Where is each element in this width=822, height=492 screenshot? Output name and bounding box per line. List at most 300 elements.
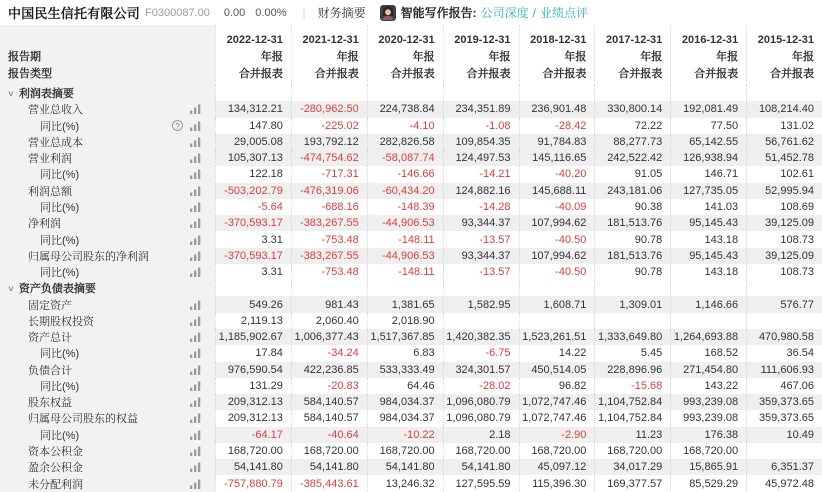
table-cell: [746, 443, 822, 459]
table-cell: -10.22: [367, 427, 443, 443]
table-cell: 533,333.49: [367, 362, 443, 378]
column-header-date: 2016-12-31: [681, 34, 739, 46]
row-label-cell: [0, 264, 215, 280]
row-label-cell: [0, 475, 215, 491]
table-cell: 90.78: [594, 231, 670, 247]
financial-summary-table: [0, 25, 822, 492]
table-cell: 168,720.00: [594, 443, 670, 459]
table-cell: 93,344.37: [443, 215, 519, 231]
row-label: 固定资产: [28, 299, 72, 312]
table-cell: [443, 313, 519, 329]
link-company-depth[interactable]: 公司深度: [480, 6, 529, 20]
table-cell: 168,720.00: [291, 443, 367, 459]
bar-chart-icon[interactable]: [190, 316, 201, 326]
row-label-cell: [0, 410, 215, 426]
chevron-down-icon: ∨: [7, 283, 15, 293]
row-label-cell: [0, 362, 215, 378]
table-cell: 984,034.37: [367, 394, 443, 410]
row-label-cell: [0, 134, 215, 150]
table-cell: [519, 313, 595, 329]
table-cell: 3.31: [215, 264, 291, 280]
blank-header-line: [8, 32, 215, 49]
table-cell: [367, 280, 443, 296]
table-cell: 242,522.42: [594, 150, 670, 166]
table-cell: 576.77: [746, 296, 822, 312]
table-row: [0, 248, 822, 264]
column-period-kind: 年报: [488, 51, 511, 63]
table-cell: -146.66: [367, 166, 443, 182]
table-cell: -64.17: [215, 427, 291, 443]
bar-chart-icon[interactable]: [190, 381, 201, 391]
table-cell: 224,738.84: [367, 101, 443, 117]
table-cell: 1,104,752.84: [594, 410, 670, 426]
table-cell: -14.28: [443, 199, 519, 215]
table-cell: -4.10: [367, 118, 443, 134]
table-row: [0, 329, 822, 345]
table-cell: 127,735.05: [670, 183, 746, 199]
bar-chart-icon[interactable]: [190, 446, 201, 456]
table-cell: -5.64: [215, 199, 291, 215]
row-label-cell: [0, 427, 215, 443]
table-cell: -28.02: [443, 378, 519, 394]
row-label-cell: [0, 459, 215, 475]
table-cell: 1,582.95: [443, 296, 519, 312]
row-label-cell: [0, 118, 215, 134]
table-cell: -14.21: [443, 166, 519, 182]
table-cell: 236,901.48: [519, 101, 595, 117]
table-cell: 168.52: [670, 345, 746, 361]
tab-financial-summary[interactable]: 财务摘要: [317, 6, 366, 20]
table-row: [0, 427, 822, 443]
table-cell: 422,236.85: [291, 362, 367, 378]
row-label: 归属母公司股东的净利润: [28, 250, 149, 263]
table-cell: 168,720.00: [367, 443, 443, 459]
smart-report-label: 智能写作报告:: [400, 6, 477, 20]
column-report-kind: 合并报表: [694, 68, 739, 80]
table-row: [0, 394, 822, 410]
header-row-labels: [0, 25, 215, 85]
row-label-cell: [0, 296, 215, 312]
table-cell: 181,513.76: [594, 248, 670, 264]
table-cell: -13.57: [443, 264, 519, 280]
table-cell: [670, 313, 746, 329]
table-row: [0, 264, 822, 280]
bar-chart-icon[interactable]: [190, 235, 201, 245]
table-cell: [291, 85, 367, 101]
table-cell: 467.06: [746, 378, 822, 394]
row-label: 未分配利润: [28, 478, 83, 491]
table-cell: 54,141.80: [443, 459, 519, 475]
help-circle-icon[interactable]: ?: [172, 120, 183, 131]
row-label: 股东权益: [28, 397, 72, 410]
section-toggle[interactable]: [0, 280, 215, 296]
table-cell: 64.46: [367, 378, 443, 394]
table-cell: 984,034.37: [367, 410, 443, 426]
bar-chart-icon[interactable]: [190, 186, 201, 196]
column-report-kind: 合并报表: [618, 68, 663, 80]
table-cell: 122.18: [215, 166, 291, 182]
column-header-date: 2019-12-31: [454, 34, 511, 46]
column-header-date: 2021-12-31: [302, 34, 359, 46]
table-cell: [367, 85, 443, 101]
table-cell: 93,344.37: [443, 248, 519, 264]
table-cell: 2.18: [443, 427, 519, 443]
table-cell: 176.38: [670, 427, 746, 443]
table-cell: 13,246.32: [367, 475, 443, 491]
bar-chart-icon[interactable]: [190, 202, 201, 212]
column-header-date: 2015-12-31: [757, 34, 814, 46]
table-cell: 145,688.11: [519, 183, 595, 199]
table-cell: 359,373.65: [746, 410, 822, 426]
table-cell: 2,018.90: [367, 313, 443, 329]
table-cell: 181,513.76: [594, 215, 670, 231]
assistant-avatar-icon: [380, 5, 396, 21]
column-header-date: 2022-12-31: [226, 34, 283, 46]
table-cell: 34,017.29: [594, 459, 670, 475]
bar-chart-icon[interactable]: [190, 348, 201, 358]
column-header: [594, 25, 670, 85]
table-row: [0, 443, 822, 459]
table-cell: -40.20: [519, 166, 595, 182]
row-label-cell: [0, 215, 215, 231]
table-row: [0, 134, 822, 150]
row-label-cell: [0, 183, 215, 199]
table-cell: 1,096,080.79: [443, 394, 519, 410]
table-cell: 45,097.12: [519, 459, 595, 475]
section-header-row: [0, 85, 822, 101]
table-cell: -383,267.55: [291, 215, 367, 231]
table-cell: -20.83: [291, 378, 367, 394]
row-label-cell: [0, 378, 215, 394]
column-header: [519, 25, 595, 85]
table-cell: 2,060.40: [291, 313, 367, 329]
table-cell: [594, 280, 670, 296]
table-cell: 39,125.09: [746, 215, 822, 231]
table-row: [0, 231, 822, 247]
table-cell: 1,096,080.79: [443, 410, 519, 426]
table-cell: 1,185,902.67: [215, 329, 291, 345]
table-cell: 1,072,747.46: [519, 410, 595, 426]
table-cell: [443, 280, 519, 296]
row-label: 同比(%): [40, 348, 80, 361]
table-header: [0, 25, 822, 85]
column-period-kind: 年报: [716, 51, 739, 63]
table-cell: 234,351.89: [443, 101, 519, 117]
table-row: [0, 166, 822, 182]
bar-chart-icon[interactable]: [190, 365, 201, 375]
table-cell: 108.73: [746, 231, 822, 247]
table-cell: 1,072,747.46: [519, 394, 595, 410]
table-cell: -148.39: [367, 199, 443, 215]
table-row: [0, 362, 822, 378]
table-row: [0, 410, 822, 426]
table-cell: 14.22: [519, 345, 595, 361]
bar-chart-icon[interactable]: [190, 137, 201, 147]
table-row: [0, 378, 822, 394]
table-row: [0, 118, 822, 134]
table-row: [0, 215, 822, 231]
table-cell: 131.02: [746, 118, 822, 134]
table-cell: 584,140.57: [291, 394, 367, 410]
section-title: 利润表摘要: [18, 88, 74, 101]
table-cell: -44,906.53: [367, 248, 443, 264]
row-label-cell: [0, 166, 215, 182]
column-header: [746, 25, 822, 85]
table-cell: -60,434.20: [367, 183, 443, 199]
table-cell: [670, 280, 746, 296]
table-cell: 6,351.37: [746, 459, 822, 475]
table-cell: -370,593.17: [215, 215, 291, 231]
table-cell: 1,608.71: [519, 296, 595, 312]
column-header: [443, 25, 519, 85]
table-cell: 10.49: [746, 427, 822, 443]
bar-chart-icon[interactable]: [190, 462, 201, 472]
table-cell: -40.64: [291, 427, 367, 443]
table-cell: 1,517,367.85: [367, 329, 443, 345]
table-cell: 95,145.43: [670, 215, 746, 231]
table-cell: [215, 85, 291, 101]
table-cell: 1,104,752.84: [594, 394, 670, 410]
table-cell: 134,312.21: [215, 101, 291, 117]
row-label: 同比(%): [40, 267, 80, 280]
table-cell: 111,606.93: [746, 362, 822, 378]
table-cell: 243,181.06: [594, 183, 670, 199]
section-header-row: [0, 280, 822, 296]
table-cell: -44,906.53: [367, 215, 443, 231]
table-row: [0, 345, 822, 361]
table-cell: 143.18: [670, 264, 746, 280]
table-cell: 1,006,377.43: [291, 329, 367, 345]
column-period-kind: 年报: [640, 51, 663, 63]
row-label: 营业总成本: [28, 136, 83, 149]
table-cell: -383,267.55: [291, 248, 367, 264]
table-cell: 107,994.62: [519, 248, 595, 264]
table-cell: 330,800.14: [594, 101, 670, 117]
table-cell: 141.03: [670, 199, 746, 215]
table-cell: 91,784.83: [519, 134, 595, 150]
table-cell: -1.08: [443, 118, 519, 134]
table-cell: 108,214.40: [746, 101, 822, 117]
row-label: 资产总计: [28, 332, 72, 345]
row-label: 同比(%): [40, 234, 80, 247]
table-cell: -688.16: [291, 199, 367, 215]
row-label-cell: [0, 329, 215, 345]
table-cell: 282,826.58: [367, 134, 443, 150]
table-cell: 450,514.05: [519, 362, 595, 378]
table-cell: 324,301.57: [443, 362, 519, 378]
bar-chart-icon[interactable]: [190, 218, 201, 228]
row-label: 归属母公司股东的权益: [28, 413, 138, 426]
bar-chart-icon[interactable]: [190, 332, 201, 342]
table-cell: 95,145.43: [670, 248, 746, 264]
table-cell: 1,146.66: [670, 296, 746, 312]
bar-chart-icon[interactable]: [190, 169, 201, 179]
table-cell: 976,590.54: [215, 362, 291, 378]
table-row: [0, 313, 822, 329]
table-cell: 107,994.62: [519, 215, 595, 231]
bar-chart-icon[interactable]: [190, 413, 201, 423]
table-cell: 29,005.08: [215, 134, 291, 150]
table-cell: 11.23: [594, 427, 670, 443]
table-cell: 52,995.94: [746, 183, 822, 199]
table-cell: 993,239.08: [670, 410, 746, 426]
column-report-kind: 合并报表: [390, 68, 435, 80]
bar-chart-icon[interactable]: [190, 251, 201, 261]
table-cell: -753.48: [291, 264, 367, 280]
table-cell: 108.73: [746, 264, 822, 280]
table-cell: 1,333,649.80: [594, 329, 670, 345]
table-cell: 54,141.80: [367, 459, 443, 475]
table-cell: 143.18: [670, 231, 746, 247]
table-cell: [291, 280, 367, 296]
table-cell: 126,938.94: [670, 150, 746, 166]
column-report-kind: 合并报表: [770, 68, 814, 80]
table-cell: 209,312.13: [215, 410, 291, 426]
table-row: [0, 459, 822, 475]
bar-chart-icon[interactable]: [190, 153, 201, 163]
table-cell: 102.61: [746, 166, 822, 182]
column-header: [670, 25, 746, 85]
table-cell: 6.83: [367, 345, 443, 361]
table-cell: [594, 85, 670, 101]
table-cell: 56,761.62: [746, 134, 822, 150]
table-cell: 39,125.09: [746, 248, 822, 264]
table-cell: [670, 85, 746, 101]
table-cell: 85,529.29: [670, 475, 746, 491]
table-cell: 168,720.00: [443, 443, 519, 459]
table-cell: -6.75: [443, 345, 519, 361]
row-label: 同比(%): [40, 120, 80, 133]
table-cell: 584,140.57: [291, 410, 367, 426]
table-cell: 1,523,261.51: [519, 329, 595, 345]
column-report-kind: 合并报表: [238, 68, 283, 80]
chevron-down-icon: ∨: [7, 88, 15, 98]
table-cell: -503,202.79: [215, 183, 291, 199]
table-body: [0, 85, 822, 492]
table-cell: -148.11: [367, 264, 443, 280]
section-toggle[interactable]: [0, 85, 215, 101]
section-title: 资产负债表摘要: [18, 283, 96, 296]
table-cell: 72.22: [594, 118, 670, 134]
bar-chart-icon[interactable]: [190, 300, 201, 310]
table-cell: 77.50: [670, 118, 746, 134]
column-header-date: 2018-12-31: [530, 34, 587, 46]
table-cell: -753.48: [291, 231, 367, 247]
table-row: [0, 296, 822, 312]
table-cell: 1,309.01: [594, 296, 670, 312]
table-cell: 209,312.13: [215, 394, 291, 410]
column-report-kind: 合并报表: [314, 68, 359, 80]
table-cell: 228,896.96: [594, 362, 670, 378]
column-header: [215, 25, 291, 85]
bar-chart-icon[interactable]: [190, 479, 201, 489]
row-label: 同比(%): [40, 201, 80, 214]
row-label: 负债合计: [28, 364, 72, 377]
table-cell: 15,865.91: [670, 459, 746, 475]
table-cell: 36.54: [746, 345, 822, 361]
divider: |: [302, 5, 306, 20]
table-cell: -385,443.61: [291, 475, 367, 491]
bar-chart-icon[interactable]: [190, 121, 201, 131]
table-cell: 109,854.35: [443, 134, 519, 150]
table-cell: [519, 280, 595, 296]
row-label: 同比(%): [40, 169, 80, 182]
row-label: 利润总额: [28, 185, 72, 198]
table-cell: 124,497.53: [443, 150, 519, 166]
table-cell: 168,720.00: [670, 443, 746, 459]
table-cell: [746, 280, 822, 296]
row-label: 营业总收入: [28, 104, 83, 117]
row-label-cell: [0, 394, 215, 410]
table-cell: 51,452.78: [746, 150, 822, 166]
table-cell: 1,420,382.35: [443, 329, 519, 345]
column-period-kind: 年报: [564, 51, 587, 63]
change-percent: 0.00%: [255, 6, 287, 19]
table-cell: 108.69: [746, 199, 822, 215]
table-cell: 168,720.00: [519, 443, 595, 459]
table-cell: -717.31: [291, 166, 367, 182]
company-name: 中国民生信托有限公司: [8, 6, 141, 21]
table-cell: [594, 313, 670, 329]
table-cell: 145,116.65: [519, 150, 595, 166]
column-report-kind: 合并报表: [466, 68, 511, 80]
table-cell: 193,792.12: [291, 134, 367, 150]
table-cell: 549.26: [215, 296, 291, 312]
table-row: [0, 199, 822, 215]
table-cell: 169,377.57: [594, 475, 670, 491]
table-row: [0, 150, 822, 166]
table-row: [0, 101, 822, 117]
bar-chart-icon[interactable]: [190, 397, 201, 407]
row-label: 净利润: [28, 218, 61, 231]
table-cell: 91.05: [594, 166, 670, 182]
table-cell: 192,081.49: [670, 101, 746, 117]
table-cell: 168,720.00: [215, 443, 291, 459]
table-cell: 54,141.80: [291, 459, 367, 475]
table-cell: [746, 85, 822, 101]
bar-chart-icon[interactable]: [190, 430, 201, 440]
table-cell: 1,381.65: [367, 296, 443, 312]
table-cell: -280,962.50: [291, 101, 367, 117]
column-header: [367, 25, 443, 85]
row-label-cell: [0, 345, 215, 361]
bar-chart-icon[interactable]: [190, 104, 201, 114]
column-period-kind: 年报: [792, 51, 814, 63]
row-label-cell: [0, 248, 215, 264]
table-cell: -40.50: [519, 231, 595, 247]
table-cell: 127,595.59: [443, 475, 519, 491]
link-earnings-review[interactable]: 业绩点评: [539, 6, 588, 20]
table-cell: 65,142.55: [670, 134, 746, 150]
table-cell: -757,880.79: [215, 475, 291, 491]
table-cell: 17.84: [215, 345, 291, 361]
row-label-cell: [0, 443, 215, 459]
table-cell: 143.22: [670, 378, 746, 394]
row-label: 同比(%): [40, 380, 80, 393]
table-cell: 96.82: [519, 378, 595, 394]
table-cell: 124,882.16: [443, 183, 519, 199]
table-cell: -13.57: [443, 231, 519, 247]
table-cell: 2,119.13: [215, 313, 291, 329]
bar-chart-icon[interactable]: [190, 267, 201, 277]
table-cell: -15.68: [594, 378, 670, 394]
stock-code: F0300087.00: [145, 6, 210, 19]
table-cell: 271,454.80: [670, 362, 746, 378]
link-separator: /: [532, 5, 536, 20]
row-label-cell: [0, 199, 215, 215]
row-label-cell: [0, 150, 215, 166]
table-cell: 45,972.48: [746, 475, 822, 491]
